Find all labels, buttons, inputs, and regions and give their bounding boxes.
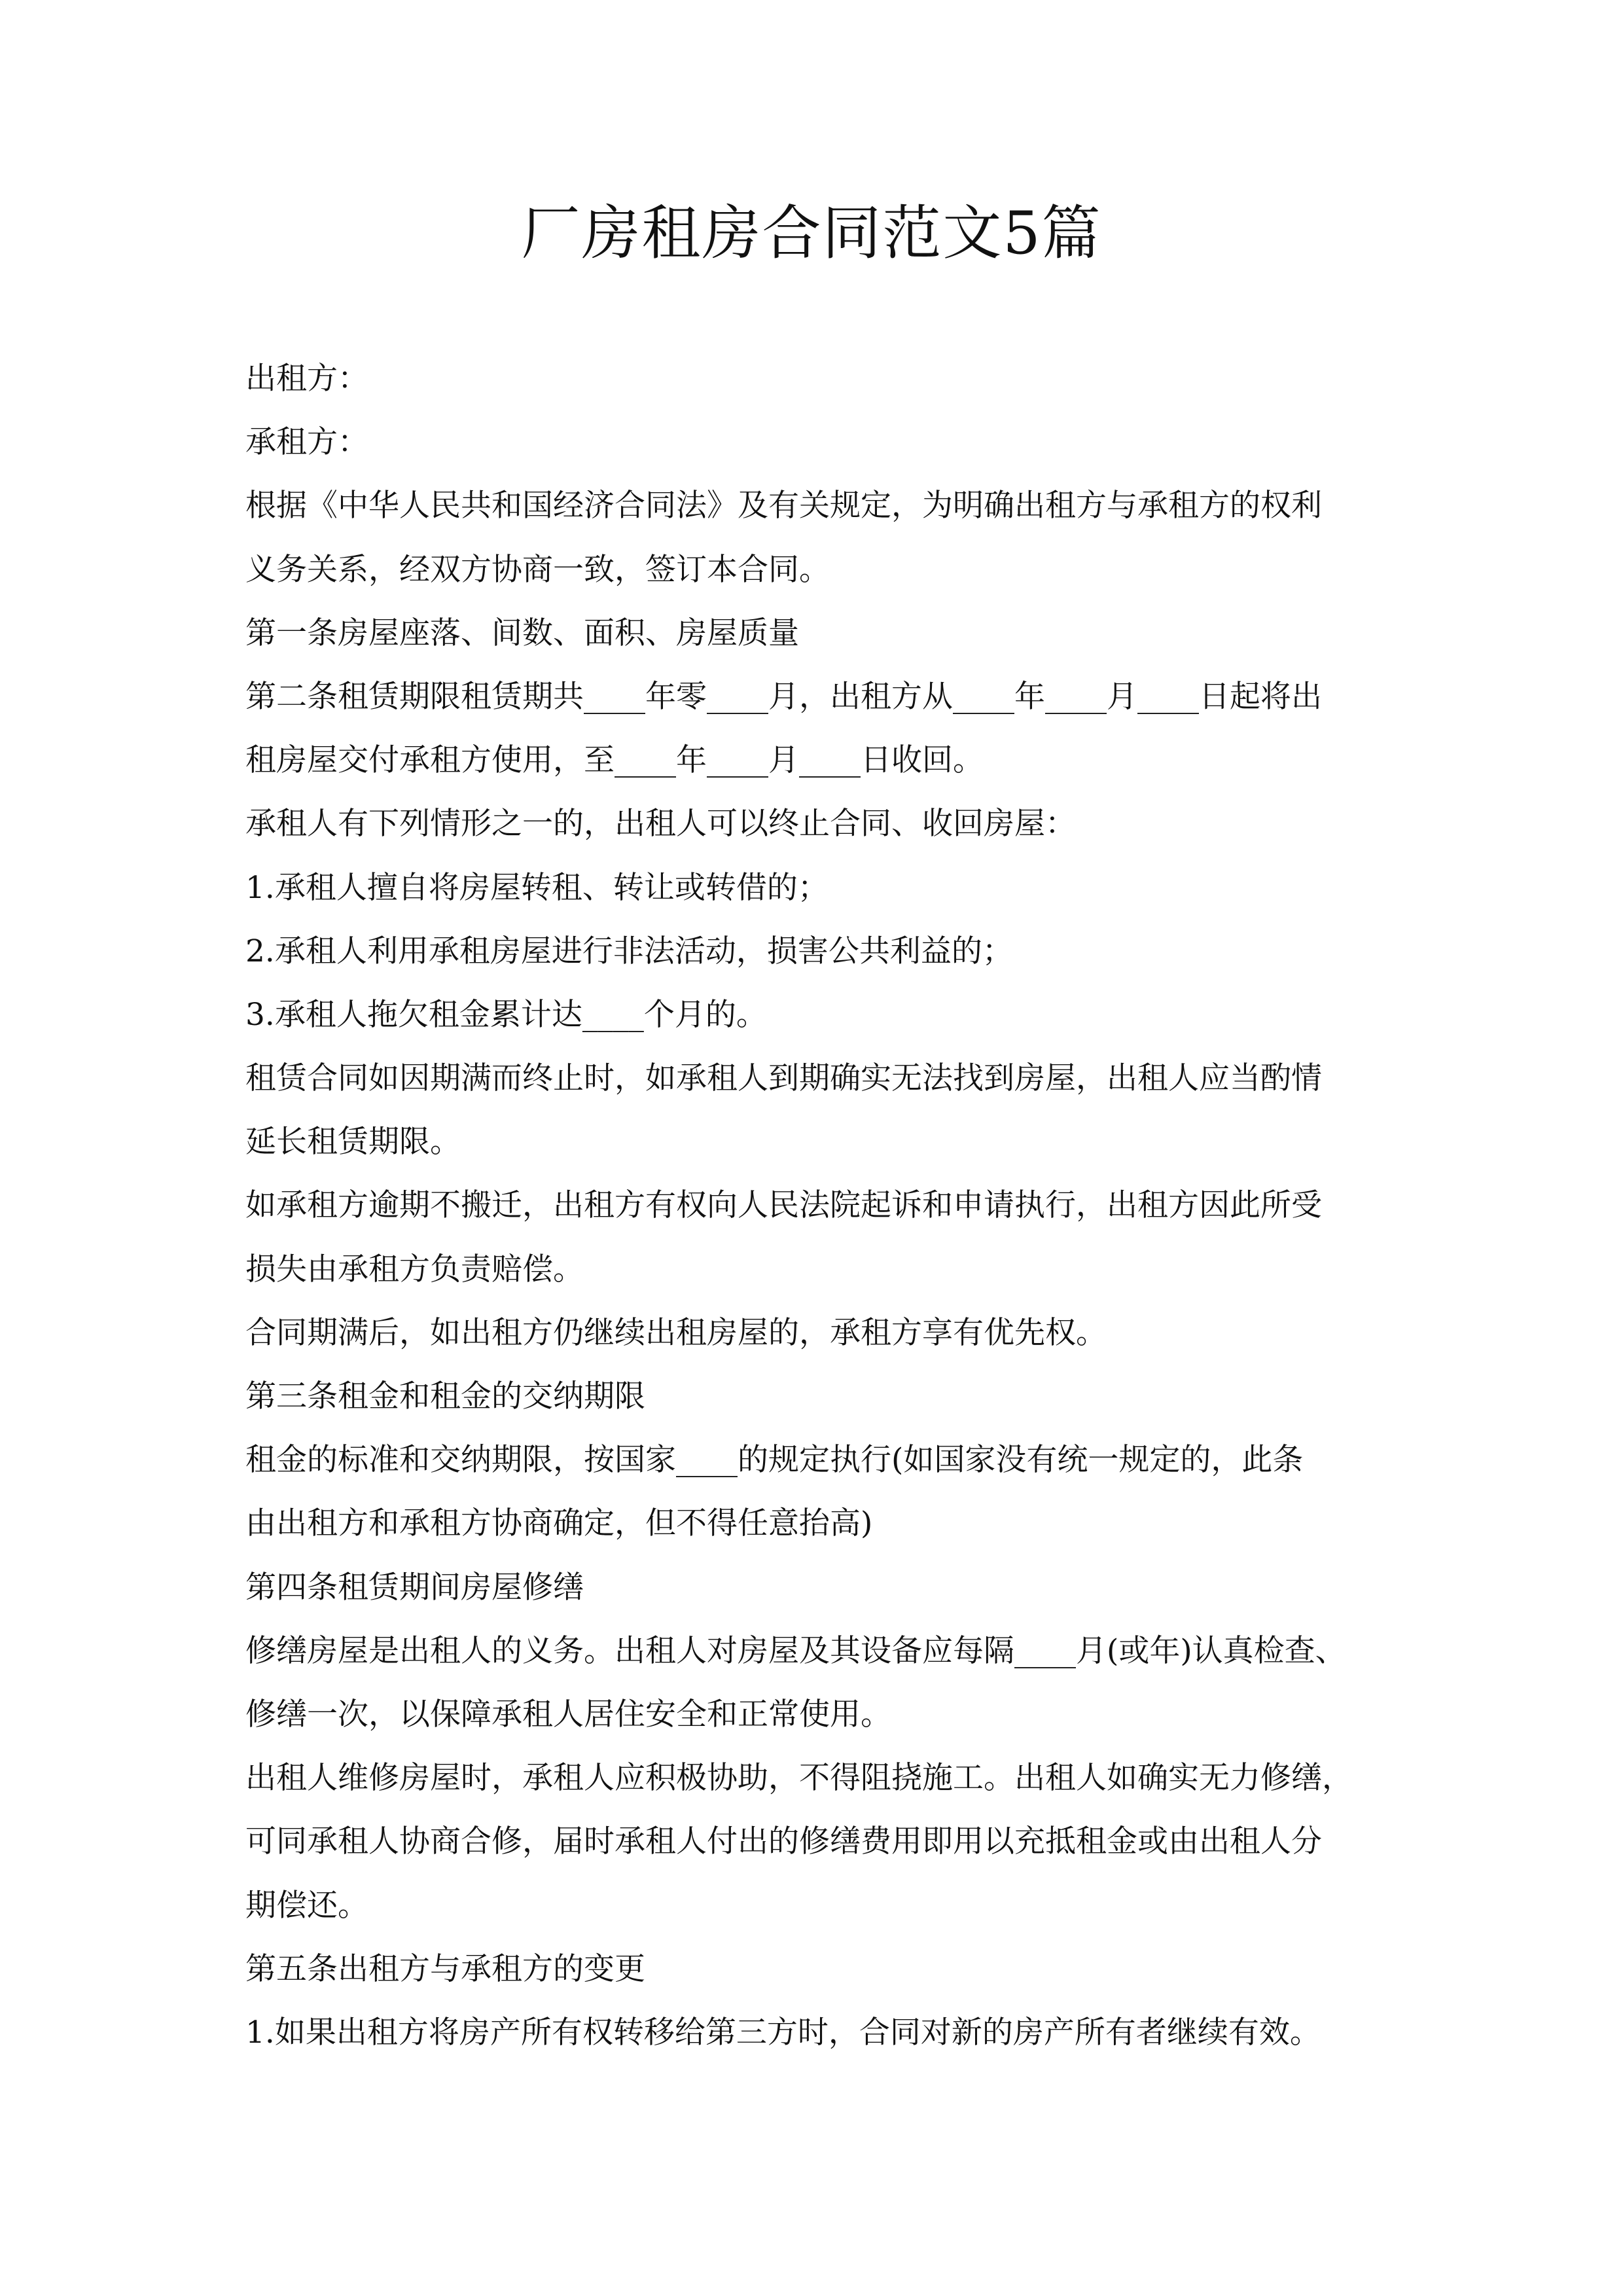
text-line: 修缮房屋是出租人的义务。出租人对房屋及其设备应每隔____月(或年)认真检查、 <box>245 1632 1346 1669</box>
text-line: 租赁合同如因期满而终止时，如承租人到期确实无法找到房屋，出租人应当酌情 <box>245 1060 1322 1097</box>
text-line: 如承租方逾期不搬迁，出租方有权向人民法院起诉和申请执行，出租方因此所受 <box>245 1187 1322 1224</box>
text-line: 第三条租金和租金的交纳期限 <box>245 1378 645 1414</box>
text-line: 修缮一次，以保障承租人居住安全和正常使用。 <box>245 1696 891 1732</box>
text-line: 义务关系，经双方协商一致，签订本合同。 <box>245 551 830 588</box>
text-line: 可同承租人协商合修，届时承租人付出的修缮费用即用以充抵租金或由出租人分 <box>245 1823 1322 1860</box>
text-line: 期偿还。 <box>245 1887 368 1924</box>
text-line: 第二条租赁期限租赁期共____年零____月，出租方从____年____月____日起将出 <box>245 678 1322 715</box>
text-line: 第五条出租方与承租方的变更 <box>245 1950 645 1987</box>
text-line: 损失由承租方负责赔偿。 <box>245 1251 584 1287</box>
text-line: 第四条租赁期间房屋修缮 <box>245 1569 584 1605</box>
text-line: 承租方： <box>245 424 368 461</box>
document-body <box>245 347 1397 2064</box>
text-line: 1.如果出租方将房产所有权转移给第三方时，合同对新的房产所有者继续有效。 <box>245 2014 1321 2051</box>
text-line: 2.承租人利用承租房屋进行非法活动，损害公共利益的； <box>245 933 1013 969</box>
text-line: 承租人有下列情形之一的，出租人可以终止合同、收回房屋： <box>245 806 1076 842</box>
text-line: 租金的标准和交纳期限，按国家____的规定执行(如国家没有统一规定的，此条 <box>245 1442 1304 1479</box>
text-line: 3.承租人拖欠租金累计达____个月的。 <box>245 996 767 1033</box>
text-line: 由出租方和承租方协商确定，但不得任意抬高) <box>245 1505 873 1542</box>
text-line: 根据《中华人民共和国经济合同法》及有关规定，为明确出租方与承租方的权利 <box>245 488 1322 524</box>
document-title: 厂房租房合同范文5篇 <box>521 199 1102 268</box>
text-line: 出租人维修房屋时，承租人应积极协助，不得阻挠施工。出租人如确实无力修缮， <box>245 1760 1353 1797</box>
text-line: 1.承租人擅自将房屋转租、转让或转借的； <box>245 869 829 906</box>
text-line: 第一条房屋座落、间数、面积、房屋质量 <box>245 615 799 651</box>
text-line: 租房屋交付承租方使用，至____年____月____日收回。 <box>245 742 984 779</box>
text-line: 合同期满后，如出租方仍继续出租房屋的，承租方享有优先权。 <box>245 1314 1107 1351</box>
text-line: 出租方： <box>245 361 368 397</box>
text-line: 延长租赁期限。 <box>245 1124 461 1160</box>
